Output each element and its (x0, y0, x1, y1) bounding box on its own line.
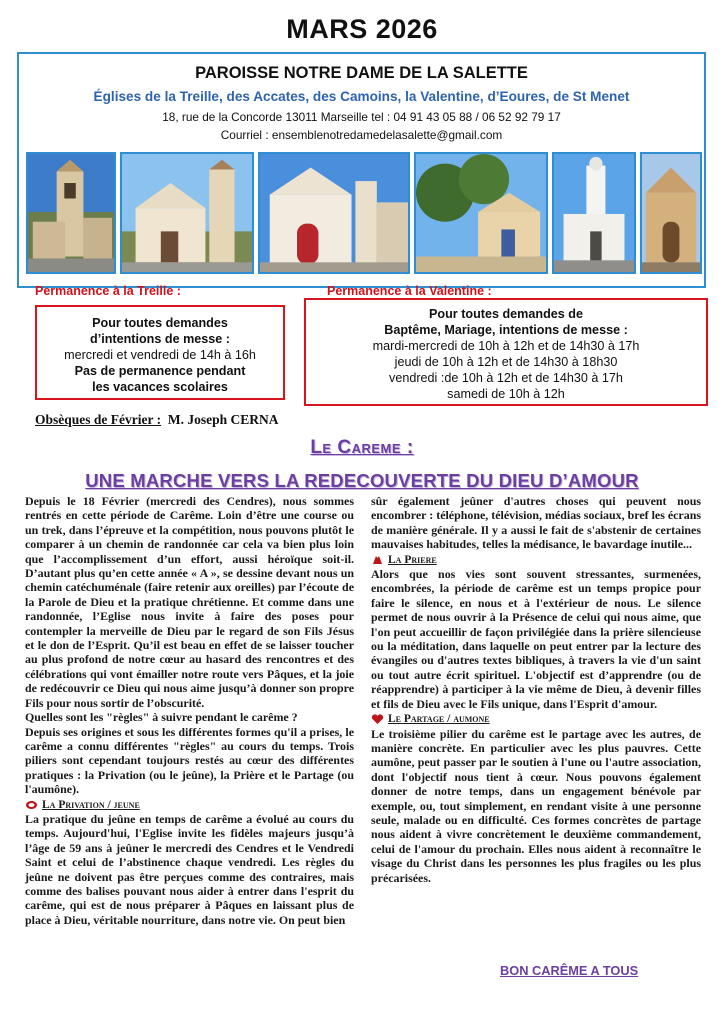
permanence-valentine-label: Permanence à la Valentine : (327, 284, 492, 298)
valentine-line-3: mardi-mercredi de 10h à 12h et de 14h30 à 17h (372, 339, 640, 353)
church-photo-1 (26, 152, 116, 274)
valentine-line-1: Pour toutes demandes de (429, 307, 583, 321)
valentine-line-6: samedi de 10h à 12h (447, 387, 565, 401)
permanence-treille-box (35, 305, 285, 400)
article-history: Depuis ses origines et sous les différentes formes qu'il a prises, le carême a connu différentes "règles" au cours du temps. Trois piliers sont cependant toujours restés au cœur des différentes pratiques : la Privation (ou le jeûne), la Prière et le Partage (ou l'aumône). (25, 724, 354, 797)
church-photo-4 (414, 152, 548, 274)
valentine-line-5: vendredi :de 10h à 12h et de 14h30 à 17h (389, 371, 623, 385)
parish-header (17, 52, 706, 288)
treille-line-1: Pour toutes demandes (92, 316, 228, 330)
heart-icon (371, 714, 384, 725)
church-photo-3 (258, 152, 410, 274)
closing-greeting: BON CARÊME A TOUS (500, 963, 639, 978)
partage-heading-text: Le Partage / aumone (388, 713, 490, 726)
praying-hands-icon (371, 554, 384, 565)
article-subtitle: UNE MARCHE VERS LA REDECOUVERTE DU DIEU D’AMOUR (85, 470, 639, 491)
treille-line-4: Pas de permanence pendant (74, 364, 246, 378)
permanence-valentine-box (304, 298, 708, 406)
treille-line-2: d’intentions de messe : (90, 332, 230, 346)
church-photo-6 (640, 152, 702, 274)
parish-name: PAROISSE NOTRE DAME DE LA SALETTE (195, 64, 528, 82)
valentine-line-2: Baptême, Mariage, intentions de messe : (384, 323, 628, 337)
parish-address: 18, rue de la Concorde 13011 Marseille tel : 04 91 43 05 88 / 06 52 92 79 17 (162, 110, 561, 124)
article-title: Le Careme : (310, 437, 414, 458)
privation-heading-text: La Privation / jeune (42, 798, 140, 811)
churches-list: Églises de la Treille, des Accates, des Camoins, la Valentine, d’Eoures, de St Menet (93, 89, 630, 104)
treille-line-5: les vacances scolaires (92, 380, 228, 394)
permanence-treille-label: Permanence à la Treille : (35, 284, 181, 298)
parish-email: Courriel : ensemblenotredamedelasalette@gmail.com (220, 128, 503, 142)
partage-text: Le troisième pilier du carême est le partage avec les autres, de manière concrète. En particulier avec les plus pauvres. Cette aumône, peut passer par le soutien à l'une ou l'autre association, dont l'objectif nous tient à cœur. Nous pouvons également donner de notre temps, dans un engagement bénévole par exemple, ou, tout simplement, en rendant visite à une personne seule, malade ou en difficulté. Ces formes concrètes de partage nous aident à vivre concrètement le deuxième commandement, celui de l'amour du prochain. Elles nous aident à reconnaître le visage du Christ dans les personnes les plus fragiles ou les plus précarisées. (371, 726, 701, 885)
month-title: MARS 2026 (286, 14, 438, 44)
priere-heading-text: La Priere (388, 553, 437, 566)
partage-heading (371, 712, 701, 726)
obseques-line (35, 412, 279, 428)
privation-heading (25, 798, 354, 812)
priere-heading (371, 553, 701, 567)
article-question: Quelles sont les "règles" à suivre pendant le carême ? (25, 710, 298, 725)
privation-text-right: sûr également jeûner d'autres choses qui peuvent nous encombrer : téléphone, télévision, médias sociaux, bref les écrans de manière générale. Il y a aussi le fait de s'abstenir de certaines mauvaises habitudes, telles la médisance, le bavardage inutile... (371, 494, 701, 552)
article-left-column (25, 494, 354, 927)
fork-plate-icon (25, 799, 38, 810)
church-photo-2 (120, 152, 254, 274)
priere-text: Alors que nos vies sont souvent stressantes, surmenées, encombrées, la période de carême est un temps propice pour faire le silence, en nous et à l'extérieur de nous. Le silence permet de nous ouvrir à la Présence de celui qui nous aime, que l'on peut accueillir de façon privilégiée dans la prière silencieuse ou la méditation, dans laquelle on peut entrer par la lecture des évangiles ou d'autres textes bibliques, à travers la vie d'un saint ou tout autre écrit spirituel. L'objectif est d’apprendre (ou de réapprendre) à participer à la vie même de Dieu, à devenir filles et fils de Dieu avec le Fils unique, dans l'Esprit d'amour. (371, 567, 701, 711)
article-intro: Depuis le 18 Février (mercredi des Cendres), nous sommes rentrés en cette période de Carême. Loin d’être une course ou un trek, dans l’épreuve et la compétition, nous pouvons plutôt le comparer à un chemin de randonnée car cela va bien plus loin que l’accomplissement d’un effort, aussi héroïque soit-il. D’autant plus qu’en cette année « A », se dessine devant nous un chemin catéchuménale (faire retenir aux oreilles) par l’écoute de la Parole de Dieu et la pratique chrétienne. Et comme dans une randonnée, l’Eglise nous invite à faire des poses pour contempler la merveille de Dieu par le regard de son Fils Jésus et le don de l’Esprit. Qu’il est beau en effet de se laisser toucher au plus profond de notre cœur au hasard des rencontres et des célébrations qui vont émailler notre route vers Pâques, et la joie de redécouvrir ce Dieu qui nous aime jusqu’à donner son propre Fils pour nous sortir de l’obscurité. (25, 494, 354, 710)
privation-text-left: La pratique du jeûne en temps de carême a évolué au cours du temps. Aujourd'hui, l'Eglise invite les fidèles majeurs jusqu’à l’âge de 59 ans à jeûner le mercredi des Cendres et le Vendredi Saint et celui de l’abstinence chaque vendredi. Les règles du jeûne ne doivent pas être perçues comme des contraires, mais comme des balises pouvant nous aider à entrer dans l'esprit du carême, qui est de nous préparer à Pâques en laissant plus de place à Dieu, véritable nourriture, dans notre vie. On peut bien (25, 811, 354, 927)
obseques-name: M. Joseph CERNA (167, 412, 279, 427)
church-photo-5 (552, 152, 636, 274)
valentine-line-4: jeudi de 10h à 12h et de 14h30 à 18h30 (394, 355, 618, 369)
treille-line-3: mercredi et vendredi de 14h à 16h (64, 348, 256, 362)
article-right-column (371, 494, 701, 885)
obseques-label: Obsèques de Février : (35, 412, 162, 427)
